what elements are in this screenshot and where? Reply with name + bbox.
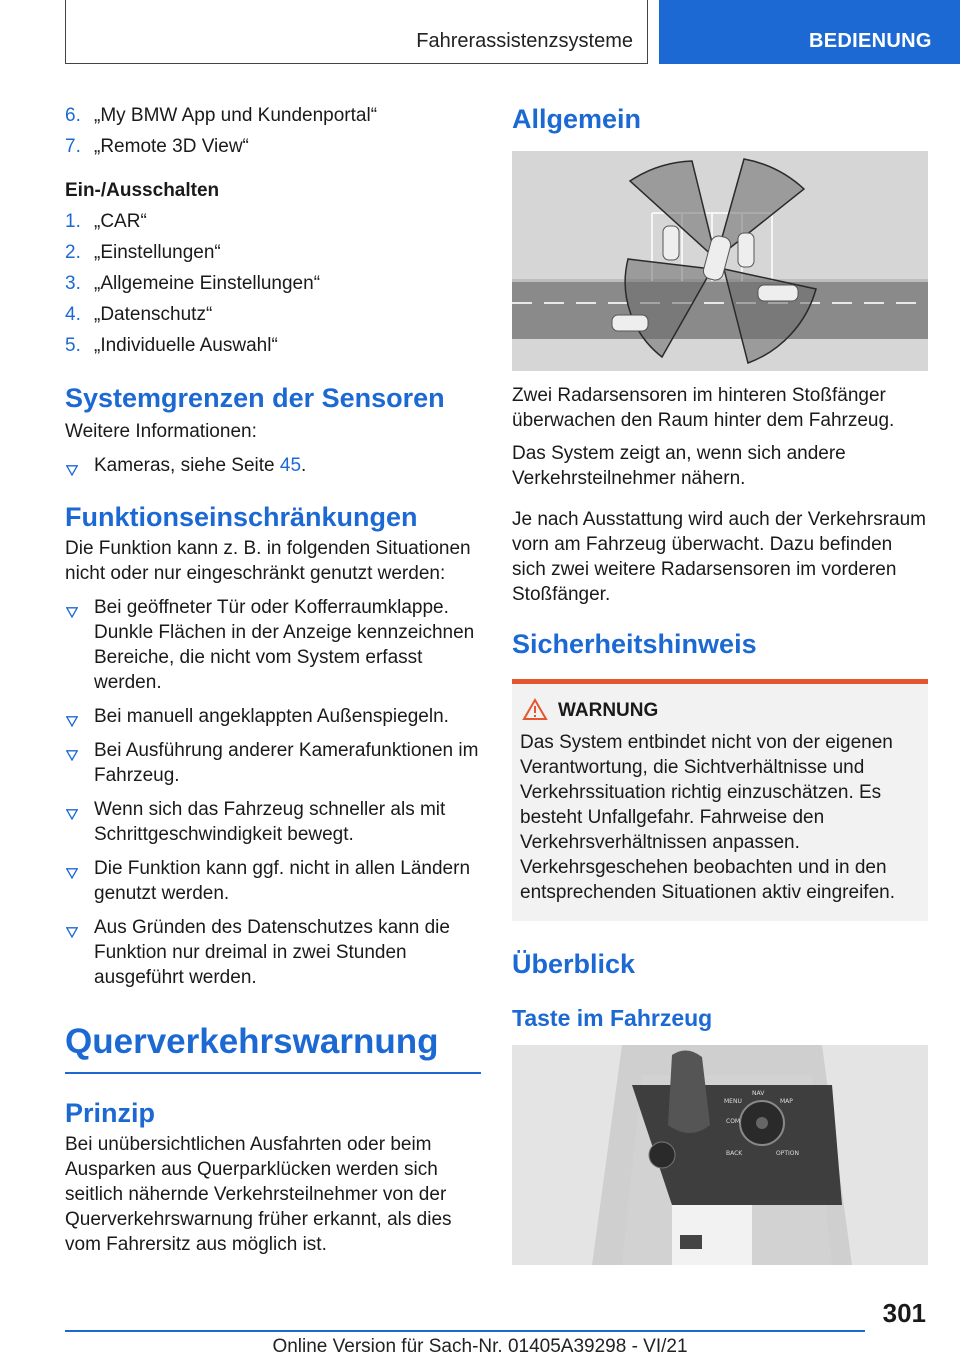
console-label-map: MAP <box>780 1098 793 1105</box>
allgemein-p1: Zwei Radarsensoren im hinteren Stoßfänger überwachen den Raum hinter dem Fahrzeug. <box>512 385 895 431</box>
page-link[interactable]: 45 <box>279 455 302 476</box>
bullet-triangle-icon <box>66 743 78 754</box>
list-text: „CAR“ <box>94 211 147 232</box>
console-label-nav: NAV <box>752 1090 765 1097</box>
sysgrenzen-intro: Weitere Informationen: <box>65 421 257 442</box>
heading-rule <box>65 1072 481 1074</box>
list-item <box>65 856 481 906</box>
list-number: 5. <box>65 335 81 356</box>
footer-version-text: Online Version für Sach-Nr. 01405A39298 - VI/21 <box>272 1336 688 1357</box>
allgemein-heading: Allgemein <box>512 104 642 134</box>
list-number: 2. <box>65 242 81 263</box>
allgemein-p3: Je nach Ausstattung wird auch der Verkehrsraum vorn am Fahrzeug überwacht. Dazu befinden sich zwei weitere Radarsensoren im vorderen Stoßfänger. <box>512 509 927 605</box>
bullet-triangle-icon <box>66 709 78 720</box>
list-item <box>65 797 481 847</box>
warning-title-row <box>520 698 920 724</box>
prinzip-heading: Prinzip <box>65 1097 156 1128</box>
console-label-back: BACK <box>726 1150 743 1157</box>
warning-title: WARNUNG <box>558 700 659 721</box>
list-item <box>65 268 481 299</box>
bullet-text: Die Funktion kann ggf. nicht in allen Ländern genutzt werden. <box>94 858 471 904</box>
list-number: 6. <box>65 105 81 126</box>
bullet-text: Bei geöffneter Tür oder Kofferraumklappe. Dunkle Flächen in der Anzeige kennzeichnen Bereiche, die nicht vom System erfasst werden. <box>94 597 475 693</box>
main-heading: Querverkehrswarnung <box>65 1022 439 1061</box>
list-item <box>65 100 481 131</box>
bullet-triangle-icon <box>66 920 78 931</box>
footer-rule <box>65 1330 865 1332</box>
list-number: 7. <box>65 136 81 157</box>
console-label-menu: MENU <box>724 1098 742 1105</box>
funktion-heading: Funktionseinschränkungen <box>65 502 418 532</box>
center-console-photo <box>512 1045 928 1265</box>
bullet-text: Aus Gründen des Datenschutzes kann die Funktion nur dreimal in zwei Stunden ausgeführt werden. <box>94 917 450 988</box>
list-item <box>65 237 481 268</box>
console-label-option: OPTION <box>776 1150 799 1157</box>
list-item <box>65 330 481 361</box>
list-text: „Allgemeine Einstellungen“ <box>94 273 321 294</box>
list-text: „Individuelle Auswahl“ <box>94 335 278 356</box>
warning-text: Das System entbindet nicht von der eigenen Verantwortung, die Sichtverhältnisse und Verkehrssituation richtig einzuschätzen. Es besteht Unfallgefahr. Fahrweise den Verkehrsverhältnissen anpassen. Verkehrsgeschehen beobachten und in den entsprechenden Situationen aktiv eingreifen. <box>520 732 895 903</box>
list-text: „Datenschutz“ <box>94 304 213 325</box>
list-item <box>65 595 481 695</box>
list-text: „My BMW App und Kundenportal“ <box>94 105 378 126</box>
page-number: 301 <box>882 1298 926 1328</box>
header-section-title: Fahrerassistenzsysteme <box>416 30 633 52</box>
radar-illustration-svg <box>512 151 928 371</box>
left-column <box>65 100 481 1257</box>
console-illustration-svg <box>512 1045 928 1265</box>
header-chapter-tab <box>659 0 960 64</box>
console-label-com: COM <box>726 1118 741 1125</box>
bullet-triangle-icon <box>66 458 78 469</box>
taste-heading: Taste im Fahrzeug <box>512 1005 713 1031</box>
bullet-text: Bei manuell angeklappten Außenspiegeln. <box>94 706 449 727</box>
bullet-text: Kameras, siehe Seite <box>94 455 280 476</box>
allgemein-p2: Das System zeigt an, wenn sich andere Verkehrsteilnehmer nähern. <box>512 443 846 489</box>
list-item <box>65 704 481 729</box>
sysgrenzen-heading: Systemgrenzen der Sensoren <box>65 383 445 413</box>
radar-coverage-illustration <box>512 151 928 371</box>
list-text: „Remote 3D View“ <box>94 136 249 157</box>
list-item <box>65 131 481 162</box>
list-number: 4. <box>65 304 81 325</box>
list-number: 3. <box>65 273 81 294</box>
list-item <box>65 299 481 330</box>
header-section-box <box>65 0 648 64</box>
prinzip-text: Bei unübersichtlichen Ausfahrten oder beim Ausparken aus Querparklücken werden sich seitlich nähernde Verkehrsteilnehmer von der Querverkehrswarnung früher erkannt, als dies vom Fahrersitz aus möglich ist. <box>65 1133 452 1255</box>
funktion-intro: Die Funktion kann z. B. in folgenden Situationen nicht oder nur eingeschränkt genutzt werden: <box>65 538 471 584</box>
bullet-text: Bei Ausführung anderer Kamerafunktionen im Fahrzeug. <box>94 740 479 786</box>
list-text: „Einstellungen“ <box>94 242 221 263</box>
bullet-triangle-icon <box>66 861 78 872</box>
bullet-text: Wenn sich das Fahrzeug schneller als mit Schrittgeschwindigkeit bewegt. <box>94 799 446 845</box>
list-item <box>65 453 481 478</box>
onoff-heading: Ein-/Ausschalten <box>65 180 220 201</box>
list-item <box>65 738 481 788</box>
right-column <box>512 100 928 1265</box>
header-chapter-label: BEDIENUNG <box>809 30 932 52</box>
list-item <box>65 915 481 990</box>
list-number: 1. <box>65 211 81 232</box>
warning-triangle-icon <box>522 698 548 729</box>
bullet-text-end: . <box>301 455 307 476</box>
bullet-triangle-icon <box>66 600 78 611</box>
bullet-triangle-icon <box>66 802 78 813</box>
sicherheit-heading: Sicherheitshinweis <box>512 629 757 659</box>
warning-box <box>512 679 928 921</box>
ueberblick-heading: Überblick <box>512 949 636 979</box>
list-item <box>65 206 481 237</box>
